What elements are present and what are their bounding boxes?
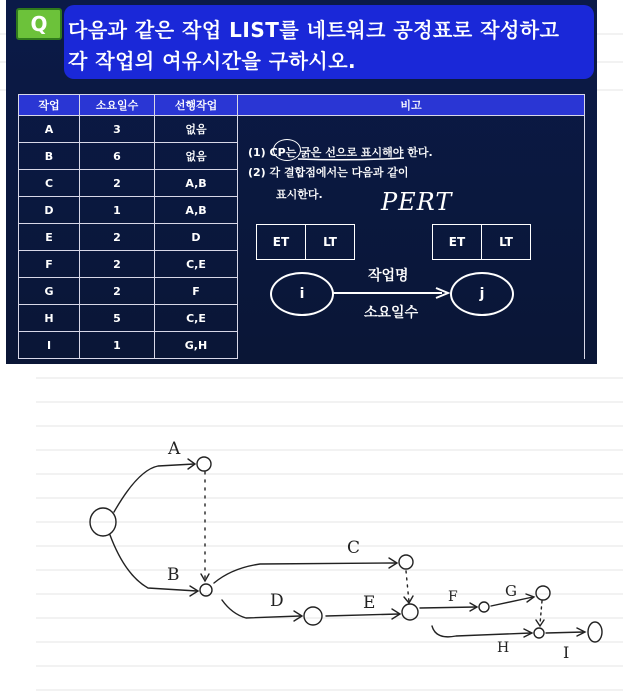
node-g xyxy=(536,586,550,600)
node-c xyxy=(399,555,413,569)
arrow-c xyxy=(214,563,396,583)
cell-activity: H xyxy=(19,305,80,332)
lt-label: LT xyxy=(481,225,530,259)
label-d: D xyxy=(270,591,284,611)
underline-mark xyxy=(296,156,406,162)
node-a xyxy=(197,457,211,471)
cell-duration: 1 xyxy=(80,197,155,224)
arrow-a xyxy=(114,464,194,512)
et-lt-box-right xyxy=(432,224,531,260)
node-f xyxy=(479,602,489,612)
arrow-d xyxy=(222,600,300,618)
cell-predecessor: A,B xyxy=(155,170,238,197)
cell-duration: 3 xyxy=(80,116,155,143)
pert-handwriting: PERT xyxy=(381,188,453,216)
cell-activity: E xyxy=(19,224,80,251)
node-end xyxy=(588,622,602,642)
question-line-2: 각 작업의 여유시간을 구하시오. xyxy=(68,49,357,73)
arrow-b xyxy=(110,535,197,591)
cell-duration: 2 xyxy=(80,278,155,305)
label-e: E xyxy=(363,593,376,613)
lecture-slide xyxy=(6,0,597,364)
arrow-i xyxy=(546,632,584,633)
cell-activity: A xyxy=(19,116,80,143)
table-row xyxy=(19,116,585,143)
cell-duration: 6 xyxy=(80,143,155,170)
arrow-f xyxy=(420,607,476,608)
label-g: G xyxy=(505,582,517,600)
node-start xyxy=(90,508,116,536)
question-line-1: 다음과 같은 작업 LIST를 네트워크 공정표로 작성하고 xyxy=(68,18,560,42)
et-label: ET xyxy=(448,235,466,249)
cell-duration: 1 xyxy=(80,332,155,359)
cell-predecessor: F xyxy=(155,278,238,305)
activity-arrow xyxy=(332,286,450,300)
header-duration: 소요일수 xyxy=(80,95,155,116)
header-predecessor: 선행작업 xyxy=(155,95,238,116)
node-i: i xyxy=(270,272,334,316)
label-f: F xyxy=(448,589,458,605)
cell-activity: D xyxy=(19,197,80,224)
cell-predecessor: A,B xyxy=(155,197,238,224)
remark-note-2: (2) 각 결합점에서는 다음과 같이 xyxy=(248,166,409,179)
remark-note-1: (1) CP는 굵은 선으로 표시해야 한다. xyxy=(248,146,433,159)
question-badge: Q xyxy=(16,8,62,40)
label-c: C xyxy=(347,538,361,558)
lt-label: LT xyxy=(305,225,354,259)
cell-activity: C xyxy=(19,170,80,197)
et-label: ET xyxy=(272,235,290,249)
cell-activity: G xyxy=(19,278,80,305)
cell-predecessor: 없음 xyxy=(155,116,238,143)
et-lt-box-left xyxy=(256,224,355,260)
header-activity: 작업 xyxy=(19,95,80,116)
node-j: j xyxy=(450,272,514,316)
arrow-h xyxy=(432,626,531,637)
cell-activity: B xyxy=(19,143,80,170)
activity-name-label: 작업명 xyxy=(368,268,409,284)
remark-note-3: 표시한다. xyxy=(276,188,323,201)
duration-label: 소요일수 xyxy=(364,305,419,321)
cell-predecessor: D xyxy=(155,224,238,251)
cell-activity: F xyxy=(19,251,80,278)
cell-predecessor: 없음 xyxy=(155,143,238,170)
node-b xyxy=(200,584,212,596)
cell-predecessor: C,E xyxy=(155,305,238,332)
handwritten-network-diagram xyxy=(0,364,623,695)
label-h: H xyxy=(497,640,510,656)
cell-duration: 2 xyxy=(80,224,155,251)
label-a: A xyxy=(168,439,181,459)
header-remarks: 비고 xyxy=(238,95,585,116)
cell-predecessor: C,E xyxy=(155,251,238,278)
label-i: I xyxy=(563,643,570,662)
cell-duration: 2 xyxy=(80,251,155,278)
dummy-g-i xyxy=(540,601,542,624)
dummy-c-e xyxy=(406,571,409,602)
cell-duration: 2 xyxy=(80,170,155,197)
label-b: B xyxy=(167,565,180,585)
node-h xyxy=(534,628,544,638)
cell-duration: 5 xyxy=(80,305,155,332)
arrow-e xyxy=(326,614,399,616)
node-d xyxy=(304,607,322,625)
cell-predecessor: G,H xyxy=(155,332,238,359)
node-e xyxy=(402,604,418,620)
cell-activity: I xyxy=(19,332,80,359)
